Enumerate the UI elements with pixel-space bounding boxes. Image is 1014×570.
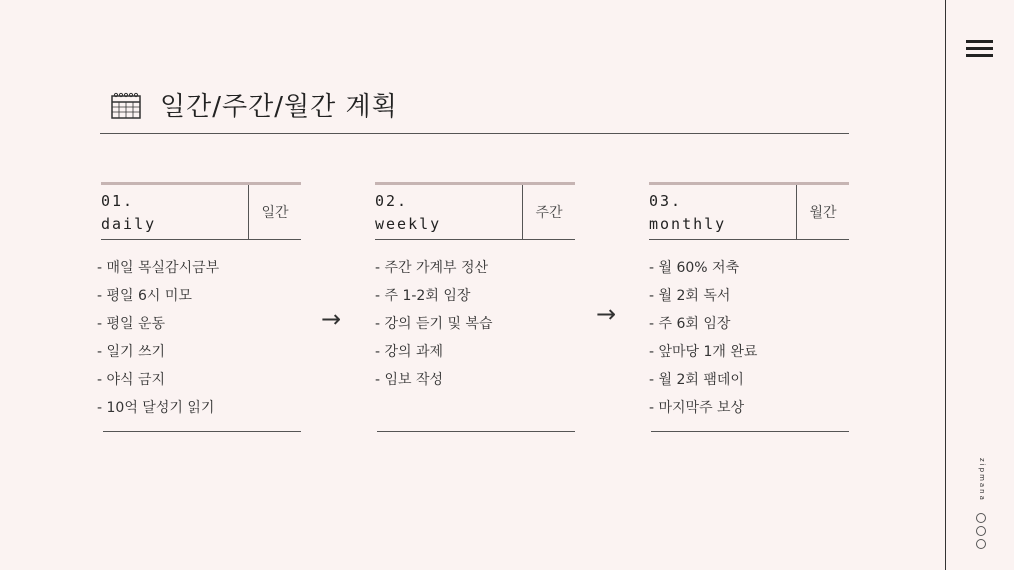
arrow-right-icon: → bbox=[595, 300, 617, 328]
slide-dot-2[interactable] bbox=[976, 526, 986, 536]
brand-label: zipmana bbox=[978, 458, 986, 502]
card-bottom-divider bbox=[103, 431, 301, 432]
slide-dot-3[interactable] bbox=[976, 539, 986, 549]
hamburger-menu-icon[interactable] bbox=[966, 40, 993, 58]
list-item: - 주 6회 임장 bbox=[649, 316, 731, 332]
list-item: - 일기 쓰기 bbox=[97, 344, 166, 360]
list-item: - 월 2회 팸데이 bbox=[649, 372, 744, 388]
list-item: - 매일 목실감시금부 bbox=[97, 260, 220, 276]
card-label: daily bbox=[101, 215, 157, 233]
card-number: 03. bbox=[649, 192, 683, 210]
list-item: - 야식 금지 bbox=[97, 372, 166, 388]
list-item: - 주간 가계부 정산 bbox=[375, 260, 489, 276]
list-item: - 평일 6시 미모 bbox=[97, 288, 192, 304]
card-item-list bbox=[97, 254, 301, 422]
list-item: - 주 1-2회 임장 bbox=[375, 288, 471, 304]
list-item: - 강의 과제 bbox=[375, 344, 444, 360]
list-item: - 마지막주 보상 bbox=[649, 400, 745, 416]
calendar-icon bbox=[111, 92, 141, 120]
plan-card-weekly bbox=[375, 182, 575, 394]
list-item: - 월 60% 저축 bbox=[649, 260, 740, 276]
plan-card-daily bbox=[97, 182, 301, 422]
card-period: 월간 bbox=[809, 205, 837, 221]
sidebar-divider bbox=[945, 0, 946, 570]
card-period: 일간 bbox=[261, 205, 289, 221]
list-item: - 임보 작성 bbox=[375, 372, 444, 388]
card-number: 02. bbox=[375, 192, 409, 210]
list-item: - 강의 듣기 및 복습 bbox=[375, 316, 493, 332]
list-item: - 10억 달성기 읽기 bbox=[97, 400, 215, 416]
card-bottom-divider bbox=[377, 431, 575, 432]
card-label: monthly bbox=[649, 215, 727, 233]
card-number: 01. bbox=[101, 192, 135, 210]
card-item-list bbox=[375, 254, 575, 394]
list-item: - 평일 운동 bbox=[97, 316, 166, 332]
card-label: weekly bbox=[375, 215, 442, 233]
list-item: - 앞마당 1개 완료 bbox=[649, 344, 758, 360]
page-title: 일간/주간/월간 계획 bbox=[160, 92, 398, 122]
slide-dots bbox=[976, 513, 986, 552]
card-item-list bbox=[649, 254, 849, 422]
slide-dot-1[interactable] bbox=[976, 513, 986, 523]
title-divider bbox=[100, 133, 849, 134]
arrow-right-icon: → bbox=[320, 305, 342, 333]
list-item: - 월 2회 독서 bbox=[649, 288, 731, 304]
card-bottom-divider bbox=[651, 431, 849, 432]
plan-card-monthly bbox=[649, 182, 849, 422]
card-period: 주간 bbox=[535, 205, 563, 221]
